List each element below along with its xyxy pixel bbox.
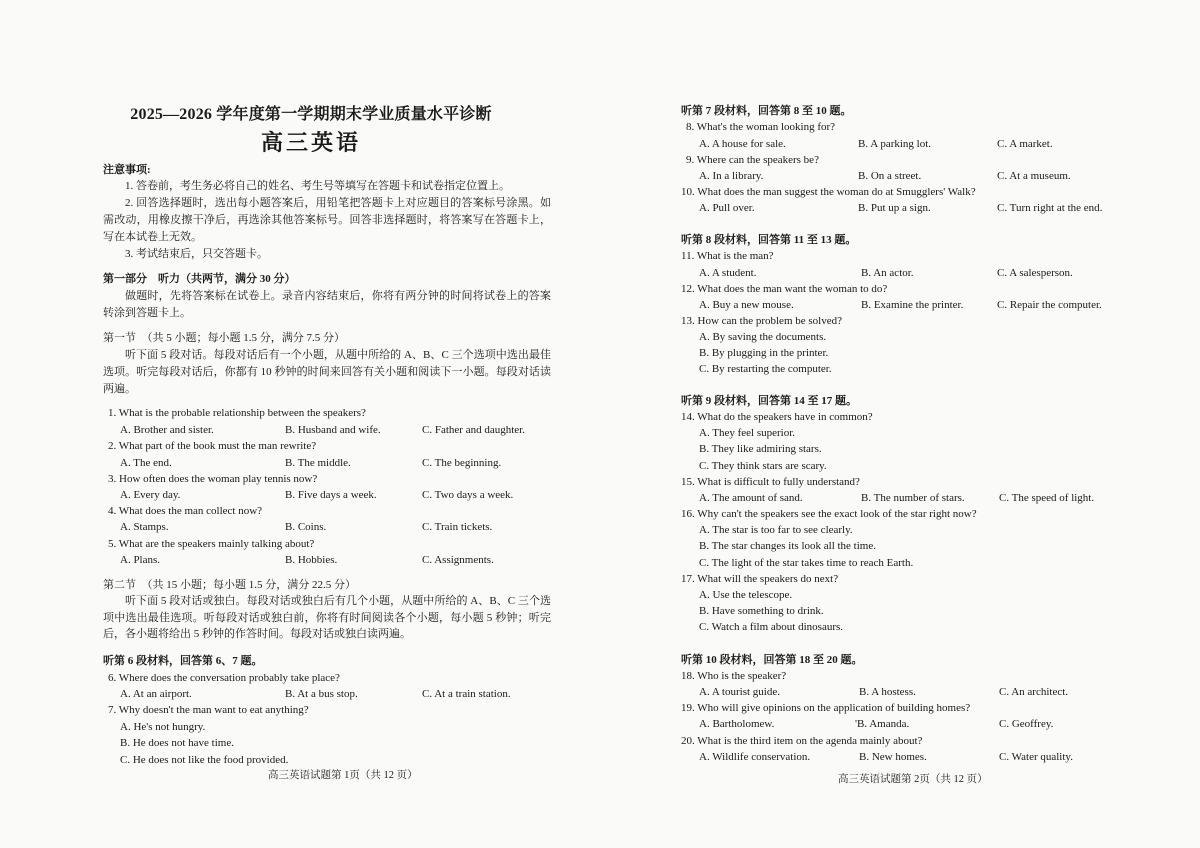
q3-option-a: A. Every day. bbox=[120, 489, 181, 501]
notice-item-3: 3. 考试结束后，只交答题卡。 bbox=[125, 248, 268, 260]
question-7: 7. Why doesn't the man want to eat anything? bbox=[108, 704, 309, 716]
question-13: 13. How can the problem be solved? bbox=[681, 315, 842, 327]
question-15: 15. What is difficult to fully understand? bbox=[681, 476, 860, 488]
q1-option-c: C. Father and daughter. bbox=[422, 424, 525, 436]
q12-option-a: A. Buy a new mouse. bbox=[699, 299, 794, 311]
q10-option-a: A. Pull over. bbox=[699, 202, 755, 214]
q20-option-b: B. New homes. bbox=[859, 751, 927, 763]
q7-option-b: B. He does not have time. bbox=[120, 737, 234, 749]
q4-option-b: B. Coins. bbox=[285, 521, 327, 533]
group-6-heading: 听第 6 段材料，回答第 6、7 题。 bbox=[103, 655, 263, 667]
question-5: 5. What are the speakers mainly talking about? bbox=[108, 538, 315, 550]
q19-option-c: C. Geoffrey. bbox=[999, 718, 1054, 730]
q1-option-a: A. Brother and sister. bbox=[120, 424, 214, 436]
q5-option-b: B. Hobbies. bbox=[285, 554, 338, 566]
q2-option-a: A. The end. bbox=[120, 457, 172, 469]
q1-option-b: B. Husband and wife. bbox=[285, 424, 381, 436]
group-8-heading: 听第 8 段材料，回答第 11 至 13 题。 bbox=[681, 234, 857, 246]
q13-option-b: B. By plugging in the printer. bbox=[699, 347, 829, 359]
exam-subject: 高三英语 bbox=[260, 130, 361, 155]
q18-option-a: A. A tourist guide. bbox=[699, 686, 780, 698]
section2-intro: 听下面 5 段对话或独白。每段对话或独白后有几个小题，从题中所给的 A、B、C 三个选项中选出最佳选项。听每段对话或独白前，你将有时间阅读各个小题，每小题 5 秒钟；听完后，各小题将给出 5 秒钟的作答时间。每段对话或独白读两遍。 bbox=[103, 595, 551, 640]
question-16: 16. Why can't the speakers see the exact look of the star right now? bbox=[681, 508, 977, 520]
q10-option-b: B. Put up a sign. bbox=[858, 202, 931, 214]
q6-option-b: B. At a bus stop. bbox=[285, 688, 358, 700]
page-footer-right: 高三英语试题第 2页（共 12 页） bbox=[838, 774, 988, 785]
q11-option-a: A. A student. bbox=[699, 267, 757, 279]
group-7-heading: 听第 7 段材料，回答第 8 至 10 题。 bbox=[681, 105, 852, 117]
q13-option-a: A. By saving the documents. bbox=[699, 331, 827, 343]
question-19: 19. Who will give opinions on the application of building homes? bbox=[681, 702, 971, 714]
question-10: 10. What does the man suggest the woman do at Smugglers' Walk? bbox=[681, 186, 976, 198]
exam-title: 2025—2026 学年度第一学期期末学业质量水平诊断 bbox=[130, 106, 492, 123]
q18-option-b: B. A hostess. bbox=[859, 686, 916, 698]
question-17: 17. What will the speakers do next? bbox=[681, 573, 839, 585]
q14-option-c: C. They think stars are scary. bbox=[699, 460, 827, 472]
question-3: 3. How often does the woman play tennis now? bbox=[108, 473, 318, 485]
q20-option-c: C. Water quality. bbox=[999, 751, 1073, 763]
part1-intro: 做题时，先将答案标在试卷上。录音内容结束后，你将有两分钟的时间将试卷上的答案转涂到答题卡上。 bbox=[103, 290, 551, 319]
q6-option-a: A. At an airport. bbox=[120, 688, 192, 700]
q2-option-b: B. The middle. bbox=[285, 457, 351, 469]
q7-option-c: C. He does not like the food provided. bbox=[120, 754, 289, 766]
q12-option-b: B. Examine the printer. bbox=[861, 299, 964, 311]
notice-item-1: 1. 答卷前，考生务必将自己的姓名、考生号等填写在答题卡和试卷指定位置上。 bbox=[125, 180, 510, 192]
q17-option-a: A. Use the telescope. bbox=[699, 589, 793, 601]
q14-option-a: A. They feel superior. bbox=[699, 427, 796, 439]
group-10-heading: 听第 10 段材料，回答第 18 至 20 题。 bbox=[681, 654, 863, 666]
section1-intro: 听下面 5 段对话。每段对话后有一个小题，从题中所给的 A、B、C 三个选项中选出最佳选项。听完每段对话后，你都有 10 秒钟的时间来回答有关小题和阅读下一小题。每段对话读两遍。 bbox=[103, 349, 551, 395]
q3-option-b: B. Five days a week. bbox=[285, 489, 377, 501]
q7-option-a: A. He's not hungry. bbox=[120, 721, 206, 733]
q5-option-c: C. Assignments. bbox=[422, 554, 494, 566]
q15-option-a: A. The amount of sand. bbox=[699, 492, 803, 504]
question-4: 4. What does the man collect now? bbox=[108, 505, 263, 517]
q15-option-c: C. The speed of light. bbox=[999, 492, 1095, 504]
q9-option-c: C. At a museum. bbox=[997, 170, 1071, 182]
group-9-heading: 听第 9 段材料，回答第 14 至 17 题。 bbox=[681, 395, 857, 407]
page-footer-left: 高三英语试题第 1页（共 12 页） bbox=[268, 770, 418, 781]
q4-option-c: C. Train tickets. bbox=[422, 521, 493, 533]
q15-option-b: B. The number of stars. bbox=[861, 492, 965, 504]
question-9: 9. Where can the speakers be? bbox=[686, 154, 819, 166]
q8-option-c: C. A market. bbox=[997, 138, 1053, 150]
q17-option-b: B. Have something to drink. bbox=[699, 605, 824, 617]
q14-option-b: B. They like admiring stars. bbox=[699, 443, 822, 455]
question-1: 1. What is the probable relationship between the speakers? bbox=[108, 407, 366, 419]
q11-option-b: B. An actor. bbox=[861, 267, 914, 279]
q4-option-a: A. Stamps. bbox=[120, 521, 169, 533]
q16-option-c: C. The light of the star takes time to reach Earth. bbox=[699, 557, 914, 569]
section1-heading: 第一节 （共 5 小题；每小题 1.5 分，满分 7.5 分） bbox=[103, 332, 345, 344]
q9-option-a: A. In a library. bbox=[699, 170, 764, 182]
notice-item-2: 2. 回答选择题时，选出每小题答案后，用铅笔把答题卡上对应题目的答案标号涂黑。如需改动，用橡皮擦干净后，再选涂其他答案标号。回答非选择题时，将答案写在答题卡上，写在本试卷上无效。 bbox=[103, 197, 551, 243]
q11-option-c: C. A salesperson. bbox=[997, 267, 1073, 279]
question-8: 8. What's the woman looking for? bbox=[686, 121, 836, 133]
q5-option-a: A. Plans. bbox=[120, 554, 161, 566]
section2-heading: 第二节 （共 15 小题；每小题 1.5 分，满分 22.5 分） bbox=[103, 579, 356, 591]
q10-option-c: C. Turn right at the end. bbox=[997, 202, 1103, 214]
q12-option-c: C. Repair the computer. bbox=[997, 299, 1102, 311]
q16-option-a: A. The star is too far to see clearly. bbox=[699, 524, 853, 536]
question-2: 2. What part of the book must the man rewrite? bbox=[108, 440, 317, 452]
q16-option-b: B. The star changes its look all the time. bbox=[699, 540, 876, 552]
q18-option-c: C. An architect. bbox=[999, 686, 1069, 698]
question-6: 6. Where does the conversation probably take place? bbox=[108, 672, 340, 684]
q3-option-c: C. Two days a week. bbox=[422, 489, 514, 501]
q2-option-c: C. The beginning. bbox=[422, 457, 502, 469]
question-20: 20. What is the third item on the agenda mainly about? bbox=[681, 735, 923, 747]
question-12: 12. What does the man want the woman to do? bbox=[681, 283, 888, 295]
q20-option-a: A. Wildlife conservation. bbox=[699, 751, 811, 763]
q9-option-b: B. On a street. bbox=[858, 170, 922, 182]
q19-option-b: 'B. Amanda. bbox=[855, 718, 910, 730]
q8-option-b: B. A parking lot. bbox=[858, 138, 932, 150]
q17-option-c: C. Watch a film about dinosaurs. bbox=[699, 621, 844, 633]
q19-option-a: A. Bartholomew. bbox=[699, 718, 775, 730]
q6-option-c: C. At a train station. bbox=[422, 688, 511, 700]
notice-heading: 注意事项: bbox=[103, 164, 151, 176]
question-11: 11. What is the man? bbox=[681, 250, 774, 262]
part1-heading: 第一部分 听力（共两节，满分 30 分） bbox=[103, 273, 296, 285]
q13-option-c: C. By restarting the computer. bbox=[699, 363, 832, 375]
question-18: 18. Who is the speaker? bbox=[681, 670, 787, 682]
q8-option-a: A. A house for sale. bbox=[699, 138, 786, 150]
question-14: 14. What do the speakers have in common? bbox=[681, 411, 873, 423]
